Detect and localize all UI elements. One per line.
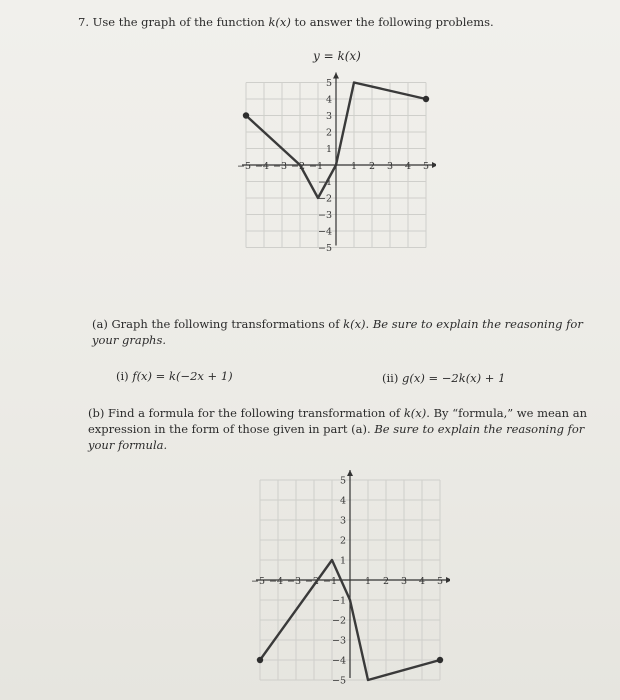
part-a-emphasis: Be sure to explain the reasoning for your graphs. bbox=[92, 317, 583, 347]
part-a-before: Graph the following transformations of bbox=[111, 317, 344, 331]
graph2-y-tick-label: −3 bbox=[331, 635, 346, 647]
part-b-text bbox=[88, 405, 588, 453]
part-a-label: (a) bbox=[92, 317, 108, 331]
item-i-expr: f(x) = k(−2x + 1) bbox=[132, 369, 233, 383]
graph2-y-tick-label: 2 bbox=[339, 535, 346, 547]
graph2-x-tick-label: −1 bbox=[322, 576, 338, 587]
part-b-after: . By “formula,” we mean an expression in the form of those given in part (a). bbox=[88, 406, 587, 436]
graph2-endpoint-dot bbox=[257, 657, 263, 663]
item-ii-expr: g(x) = −2k(x) + 1 bbox=[402, 371, 506, 385]
graph-title: y = k(x) bbox=[313, 49, 361, 63]
part-a-func: k(x) bbox=[343, 317, 366, 331]
graph2-y-axis-arrow bbox=[347, 470, 353, 476]
graph2-y-tick-label: 4 bbox=[339, 495, 346, 507]
intro-func: k(x) bbox=[268, 15, 291, 29]
graph1-y-axis-arrow bbox=[333, 73, 339, 79]
graph1-x-tick-label: −2 bbox=[290, 161, 306, 172]
graph1-x-axis-arrow bbox=[432, 162, 436, 168]
intro-before: Use the graph of the function bbox=[92, 15, 269, 29]
part-b-before: Find a formula for the following transformation of bbox=[108, 406, 404, 420]
problem-number: 7. bbox=[78, 15, 89, 29]
graph1-x-tick-label: −4 bbox=[254, 161, 270, 172]
graph2-x-tick-label: −5 bbox=[250, 576, 266, 587]
graph1-endpoint-dot bbox=[423, 96, 429, 102]
graph1-x-tick-label: 4 bbox=[404, 161, 412, 172]
graph1-y-tick-label: 2 bbox=[325, 127, 332, 139]
part-b-label: (b) bbox=[88, 406, 105, 420]
graph2-y-tick-label: −1 bbox=[331, 595, 346, 607]
graph2-x-tick-label: 2 bbox=[382, 576, 390, 587]
graph1-y-tick-label: 5 bbox=[325, 78, 332, 89]
graph1-x-tick-label: −1 bbox=[308, 161, 324, 172]
graph2-x-tick-label: 1 bbox=[364, 576, 372, 587]
graph1-y-tick-label: −4 bbox=[317, 226, 332, 238]
graph2-y-tick-label: −4 bbox=[331, 655, 346, 667]
graph1-y-tick-label: 3 bbox=[325, 111, 332, 122]
graph2-x-tick-label: −4 bbox=[268, 576, 284, 587]
graph1-x-tick-label: 3 bbox=[386, 161, 394, 172]
part-a-item-i bbox=[116, 368, 233, 384]
graph2-y-tick-label: −5 bbox=[331, 675, 346, 685]
graph-k bbox=[236, 70, 436, 260]
graph2-y-tick-label: 3 bbox=[339, 515, 346, 527]
graph1-x-tick-label: 1 bbox=[350, 161, 358, 172]
graph1-x-tick-label: −5 bbox=[236, 161, 252, 172]
graph2-y-tick-label: −2 bbox=[331, 615, 346, 627]
intro-after: to answer the following problems. bbox=[290, 15, 494, 29]
graph2-y-tick-label: 1 bbox=[339, 555, 346, 567]
item-i-label: (i) bbox=[116, 369, 129, 383]
graph1-x-tick-label: 2 bbox=[368, 161, 376, 172]
part-a-mid: . bbox=[365, 317, 373, 331]
part-a-text bbox=[92, 316, 592, 348]
part-a-item-ii bbox=[382, 370, 505, 386]
graph2-x-tick-label: 3 bbox=[400, 576, 408, 587]
graph1-y-tick-label: 4 bbox=[325, 94, 332, 106]
graph2-x-tick-label: −3 bbox=[286, 576, 302, 587]
graph1-endpoint-dot bbox=[243, 112, 249, 118]
graph1-x-tick-label: −3 bbox=[272, 161, 288, 172]
graph1-y-tick-label: 1 bbox=[325, 144, 332, 155]
graph1-y-tick-label: −3 bbox=[317, 210, 332, 221]
graph2-endpoint-dot bbox=[437, 657, 443, 663]
problem-intro bbox=[78, 14, 494, 30]
graph1-y-tick-label: −1 bbox=[317, 177, 332, 188]
graph1-y-tick-label: −2 bbox=[317, 193, 332, 205]
graph1-x-tick-label: 5 bbox=[422, 161, 430, 172]
graph1-y-tick-label: −5 bbox=[317, 243, 332, 254]
part-b-emphasis: Be sure to explain the reasoning for your formula. bbox=[88, 422, 585, 452]
graph2-x-tick-label: −2 bbox=[304, 576, 320, 587]
graph2-y-tick-label: 5 bbox=[339, 475, 346, 487]
graph2-x-tick-label: 4 bbox=[418, 576, 426, 587]
part-b-func: k(x) bbox=[403, 406, 427, 420]
graph2-x-tick-label: 5 bbox=[436, 576, 444, 587]
graph-transformed bbox=[250, 470, 450, 685]
item-ii-label: (ii) bbox=[382, 371, 399, 385]
graph2-x-axis-arrow bbox=[446, 577, 450, 583]
